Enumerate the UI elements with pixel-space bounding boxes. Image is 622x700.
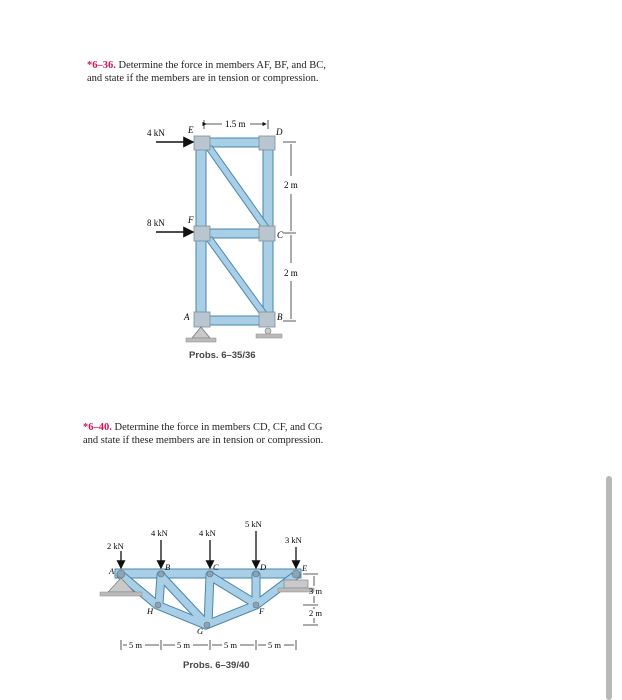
member-CG: [208, 575, 210, 624]
dim-label-span-4: 5 m: [268, 640, 281, 650]
label-5kN: 5 kN: [245, 519, 262, 529]
joint-label-B: B: [165, 562, 171, 572]
joint-label-C: C: [213, 562, 219, 572]
joint-label-H: H: [147, 606, 154, 616]
problem-line-2: and state if the members are in tension or compression.: [87, 73, 319, 84]
figure-caption-6-39: Probs. 6–39/40: [183, 660, 250, 671]
joint-label-A: A: [184, 312, 190, 322]
joint-label-D: D: [260, 562, 267, 572]
joint-label-C: C: [277, 230, 284, 240]
joint-label-E: E: [302, 563, 308, 573]
figure-caption-6-35: Probs. 6–35/36: [189, 350, 256, 361]
label-2kN: 2 kN: [107, 541, 124, 551]
dim-label-span-1: 5 m: [129, 640, 142, 650]
problem-line-2: and state if these members are in tension or compression.: [83, 435, 324, 446]
label-3kN: 3 kN: [285, 535, 302, 545]
label-4kN: 4 kN: [147, 128, 165, 138]
dim-label-3m: 3 m: [309, 586, 322, 596]
problem-line-1: Determine the force in members AF, BF, and BC,: [118, 60, 326, 71]
joint-label-F: F: [188, 215, 194, 225]
joint-label-A: A: [109, 566, 115, 576]
joint-label-F: F: [259, 606, 265, 616]
problem-number: *6–40.: [83, 422, 112, 433]
label-4kN-C: 4 kN: [199, 528, 216, 538]
label-2m-upper: 2 m: [284, 180, 298, 190]
joint-label-G: G: [197, 626, 204, 636]
member-CF: [210, 576, 256, 604]
joint-label-B: B: [277, 312, 283, 322]
scrollbar-thumb[interactable]: [606, 476, 612, 700]
problem-number: *6–36.: [87, 60, 116, 71]
problem-line-1: Determine the force in members CD, CF, and CG: [114, 422, 323, 433]
dim-label-span-3: 5 m: [224, 640, 237, 650]
label-2m-lower: 2 m: [284, 268, 298, 278]
label-1.5m: 1.5 m: [225, 119, 246, 129]
dim-label-span-2: 5 m: [177, 640, 190, 650]
label-4kN-B: 4 kN: [151, 528, 168, 538]
label-8kN: 8 kN: [147, 218, 165, 228]
joint-label-D: D: [276, 127, 283, 137]
joint-label-E: E: [188, 125, 194, 135]
dim-label-2m: 2 m: [309, 608, 322, 618]
